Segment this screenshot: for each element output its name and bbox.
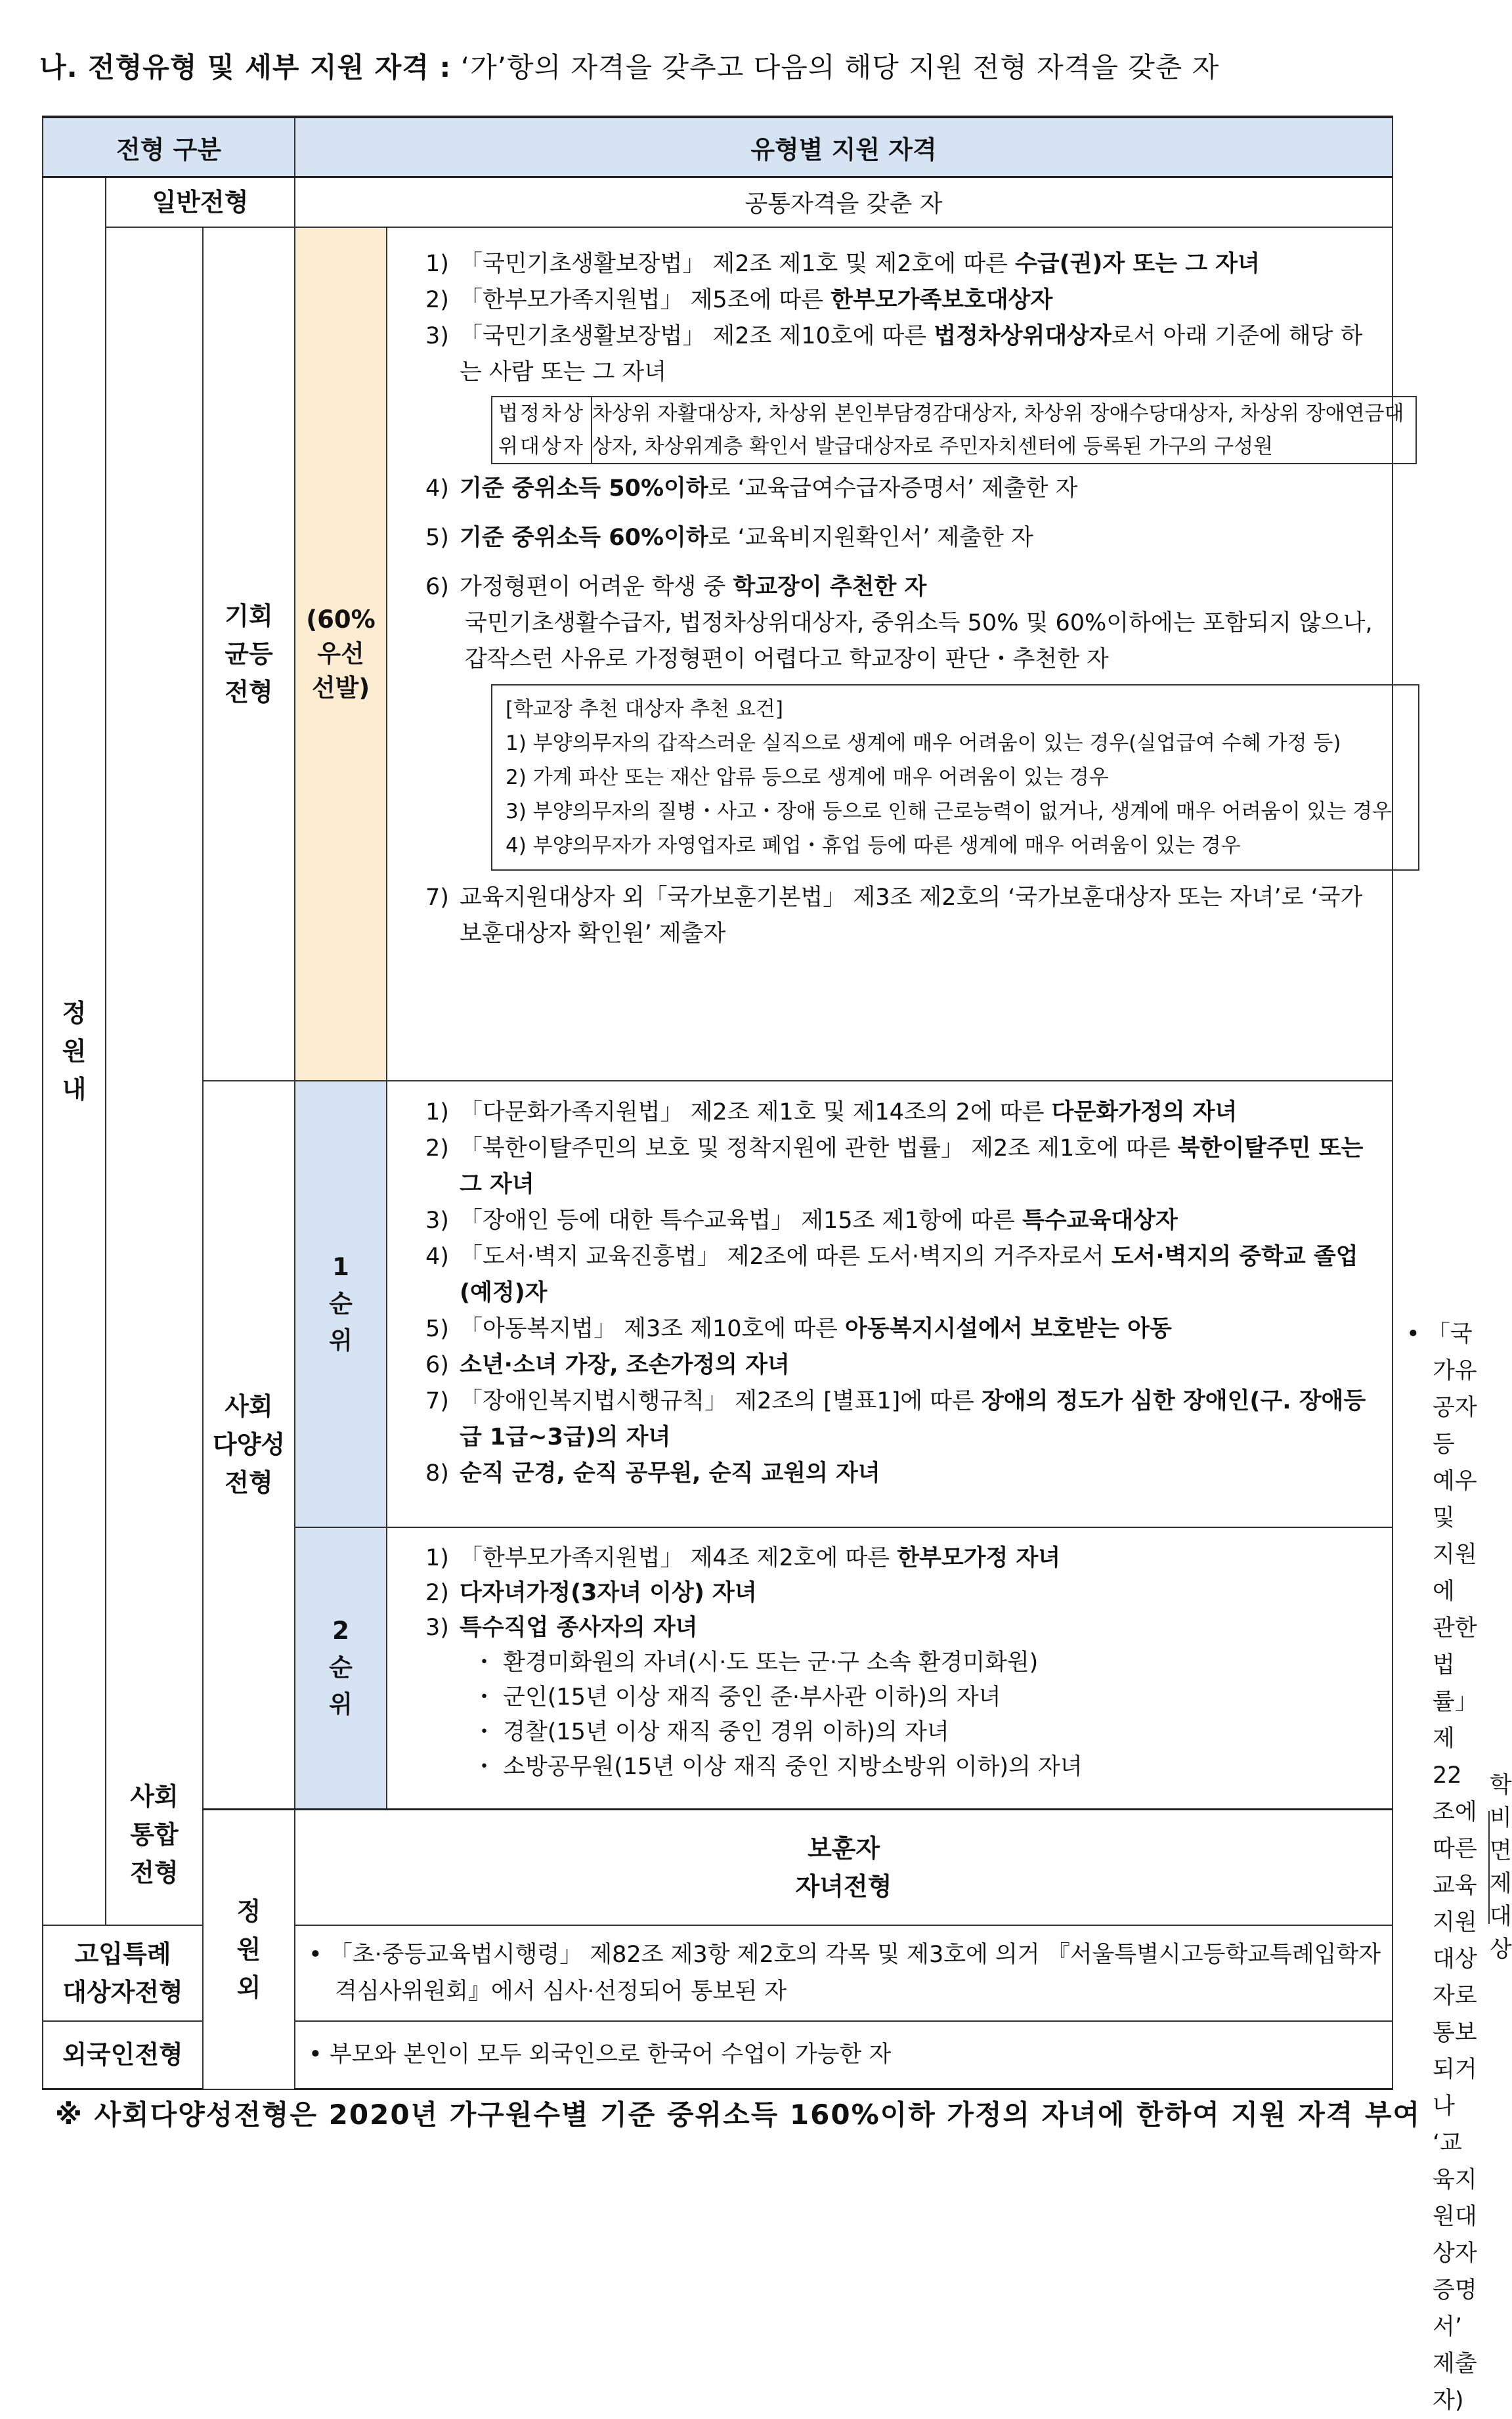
list-item: 3) 「장애인 등에 대한 특수교육법」 제15조 제1항에 따른 특수교육대상자	[425, 1207, 1178, 1234]
footnote: ※ 사회다양성전형은 2020년 가구원수별 기준 중위소득 160%이하 가정의 자녀에 한하여 지원 자격 부여	[55, 2099, 1421, 2131]
section-heading	[39, 46, 1219, 85]
sub-bullet: ・ 군인(15년 이상 재직 중인 준·부사관 이하)의 자녀	[473, 1684, 1001, 1711]
foreigner-name: 외국인전형	[43, 2021, 203, 2089]
list-item: 4) 「도서·벽지 교육진흥법」 제2조에 따른 도서·벽지의 거주자로서 도서·벽지의 중학교 졸업(예정)자	[425, 1243, 1358, 1306]
list-item: 1) 「다문화가족지원법」 제2조 제1호 및 제14조의 2에 따른 다문화가정의 자녀	[425, 1099, 1238, 1125]
list-item: 6) 가정형편이 어려운 학생 중 학교장이 추천한 자	[425, 573, 927, 600]
tuition-waiver-note: 학비 면제 대상	[1489, 1772, 1512, 1963]
table-row-general	[43, 177, 1393, 227]
list-item: 5) 「아동복지법」 제3조 제10호에 따른 아동복지시설에서 보호받는 아동	[425, 1315, 1172, 1342]
equal-opportunity-content	[387, 227, 1404, 1081]
list-item: 7) 교육지원대상자 외「국가보훈기본법」 제3조 제2호의 ‘국가보훈대상자 또는 자녀’로 ‘국가보훈대상자 확인원’ 제출자	[425, 884, 1363, 947]
table-header-row	[43, 117, 1393, 177]
list-item: 2) 「한부모가족지원법」 제5조에 따른 한부모가족보호대상자	[425, 286, 1053, 313]
table-row-special-admission: 고입특례 대상자전형 • 「초·중등교육법시행령」 제82조 제3항 제2호의 각목 및 제3호에 의거 『서울특별시고등학교특례입학자격심사위원회』에서 심사·선정되어 통보된 자	[43, 1925, 1393, 2021]
list-item: 1) 「한부모가족지원법」 제4조 제2호에 따른 한부모가정 자녀	[425, 1544, 1061, 1571]
box2-item: 4) 부양의무자가 자영업자로 폐업・휴업 등에 따른 생계에 매우 어려움이 있는 경우	[506, 833, 1241, 858]
list-item: 3) 특수직업 종사자의 자녀	[425, 1614, 698, 1641]
rank2-label: 2 순 위	[295, 1527, 387, 1810]
jeongwon-oe-label: 정 원 외	[203, 1810, 295, 2089]
list-item: 6) 소년·소녀 가장, 조손가정의 자녀	[425, 1351, 790, 1378]
social-diversity-name: 사회 다양성 전형	[203, 1081, 295, 1810]
box2-item: 2) 가계 파산 또는 재산 압류 등으로 생계에 매우 어려움이 있는 경우	[506, 765, 1109, 789]
sub-bullet: ・ 소방공무원(15년 이상 재직 중인 지방소방위 이하)의 자녀	[473, 1753, 1083, 1780]
list-item: 2) 다자녀가정(3자녀 이상) 자녀	[425, 1579, 757, 1606]
header-category: 전형 구분	[43, 117, 295, 177]
list-item: 3) 「국민기초생활보장법」 제2조 제10호에 따른 법정차상위대상자로서 아래 기준에 해당 하는 사람 또는 그 자녀	[425, 322, 1363, 385]
sub-bullet: ・ 환경미화원의 자녀(시·도 또는 군·구 소속 환경미화원)	[473, 1649, 1039, 1676]
heading-rest: ‘가’항의 자격을 갖추고 다음의 해당 지원 전형 자격을 갖춘 자	[460, 51, 1220, 83]
special-admission-text: 「초·중등교육법시행령」 제82조 제3항 제2호의 각목 및 제3호에 의거 『서울특별시고등학교특례입학자격심사위원회』에서 심사·선정되어 통보된 자	[329, 1941, 1381, 2005]
equal-opportunity-name: 기회 균등 전형	[203, 227, 295, 1081]
box2-item: 3) 부양의무자의 질병・사고・장애 등으로 인해 근로능력이 없거나, 생계에 매우 어려움이 있는 경우	[506, 799, 1393, 823]
box-label: 법정차상 위대상자	[492, 397, 592, 464]
equal-opportunity-priority: (60% 우선 선발)	[295, 227, 387, 1081]
veterans-text: 「국가유공자 등 예우 및 지원에 관한 법률」 제22조에 따른 교육지원대상자로 통보되거나 ‘교육지원대상자증명서’ 제출자)	[1427, 1320, 1478, 2414]
principal-recommend-box	[491, 684, 1419, 871]
rank2-content	[387, 1527, 1393, 1810]
table-row-veterans: 정 원 외 보훈자 자녀전형 • 「국가유공자 등 예우 및 지원에 관한 법률」 제22조에 따른 교육지원대상자로 통보되거나 ‘교육지원대상자증명서’ 제출자) 학비 면제 대상	[43, 1810, 1393, 1925]
box2-item: 1) 부양의무자의 갑작스러운 실직으로 생계에 매우 어려움이 있는 경우(실업급여 수혜 가정 등)	[506, 731, 1341, 755]
heading-prefix: 나. 전형유형 및 세부 지원 자격 :	[39, 51, 452, 83]
legal-near-poverty-box	[491, 396, 1417, 464]
header-qualification: 유형별 지원 자격	[295, 117, 1393, 177]
table-row-equal-opportunity	[43, 227, 1393, 1081]
special-admission-name: 고입특례 대상자전형	[43, 1925, 203, 2021]
list-item: 1) 「국민기초생활보장법」 제2조 제1호 및 제2호에 따른 수급(권)자 또는 그 자녀	[425, 250, 1260, 277]
rank1-content	[387, 1081, 1393, 1527]
table-row-diversity-rank1	[43, 1081, 1393, 1527]
veterans-name: 보훈자 자녀전형	[295, 1810, 1393, 1925]
box-text: 차상위 자활대상자, 차상위 본인부담경감대상자, 차상위 장애수당대상자, 차상위 장애연금대상자, 차상위계층 확인서 발급대상자로 주민자치센터에 등록된 가구의 구성원	[592, 397, 1416, 464]
box2-title: [학교장 추천 대상자 추천 요건]	[506, 697, 783, 721]
jeongwon-nae-label: 정 원 내	[43, 177, 106, 1925]
item6-sub: 국민기초생활수급자, 법정차상위대상자, 중위소득 50% 및 60%이하에는 포함되지 않으나, 갑작스런 사유로 가정형편이 어렵다고 학교장이 판단・추천한 자	[465, 609, 1373, 672]
rank1-label: 1 순 위	[295, 1081, 387, 1527]
general-name: 일반전형	[106, 177, 295, 227]
sub-bullet: ・ 경찰(15년 이상 재직 중인 경위 이하)의 자녀	[473, 1718, 949, 1745]
list-item: 4) 기준 중위소득 50%이하로 ‘교육급여수급자증명서’ 제출한 자	[425, 475, 1078, 502]
list-item: 5) 기준 중위소득 60%이하로 ‘교육비지원확인서’ 제출한 자	[425, 524, 1033, 551]
list-item: 2) 「북한이탈주민의 보호 및 정착지원에 관한 법률」 제2조 제1호에 따른 북한이탈주민 또는 그 자녀	[425, 1135, 1364, 1198]
table-row-foreigner: 외국인전형 • 부모와 본인이 모두 외국인으로 한국어 수업이 가능한 자	[43, 2021, 1393, 2089]
social-integration-label: 사회 통합 전형	[106, 227, 203, 1925]
foreigner-text: 부모와 본인이 모두 외국인으로 한국어 수업이 가능한 자	[329, 2041, 892, 2068]
general-desc: 공통자격을 갖춘 자	[295, 177, 1393, 227]
list-item: 7) 「장애인복지법시행규칙」 제2조의 [별표1]에 따른 장애의 정도가 심한 장애인(구. 장애등급 1급~3급)의 자녀	[425, 1387, 1366, 1450]
list-item: 8) 순직 군경, 순직 공무원, 순직 교원의 자녀	[425, 1460, 880, 1487]
